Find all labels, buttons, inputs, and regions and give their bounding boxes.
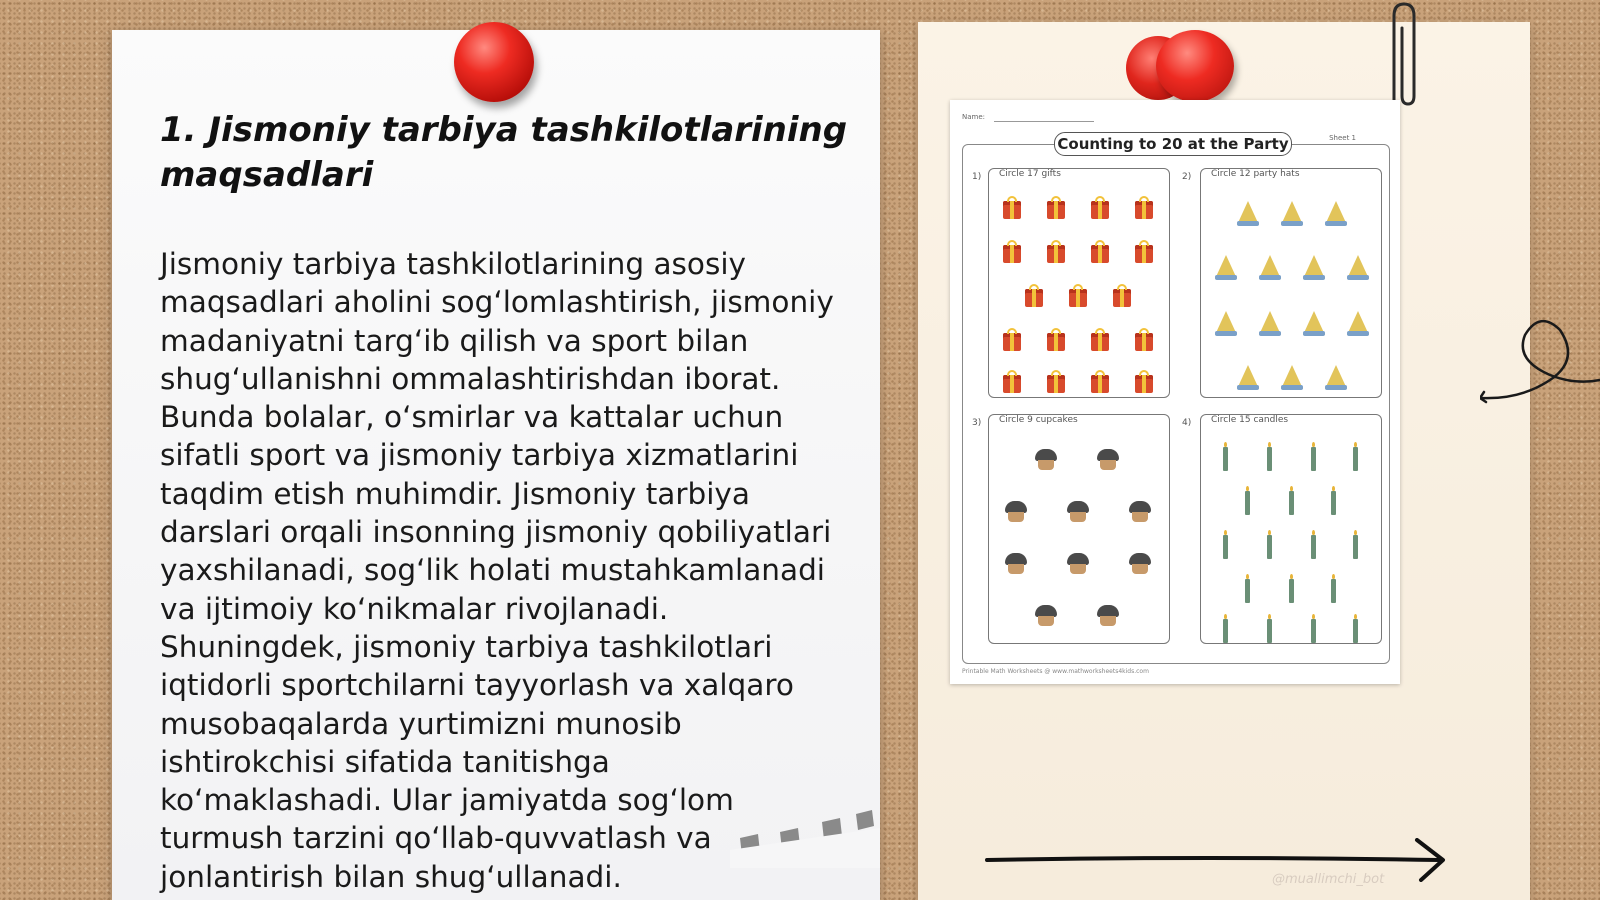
slide-title: 1. Jismoniy tarbiya tashkilotlarining maqsadlari	[160, 110, 848, 195]
party-hat-icon	[1281, 365, 1303, 389]
worksheet-footer: Printable Math Worksheets @ www.mathworksheets4kids.com	[962, 668, 1149, 675]
candle-icon	[1331, 579, 1336, 603]
cupcake-icon	[1067, 553, 1089, 575]
candle-icon	[1289, 491, 1294, 515]
gift-icon	[1069, 289, 1087, 307]
party-hat-icon	[1303, 255, 1325, 279]
section-box-gifts	[988, 168, 1170, 398]
section-number: 3)	[972, 418, 982, 428]
section-number: 2)	[1182, 172, 1192, 182]
slide-body-text: Jismoniy tarbiya tashkilotlarining asosiy maqsadlari aholini sog‘lomlashtirish, jismoniy madaniyatni targ‘ib qilish va sport bilan shug‘ullanishni ommalashtirishdan iborat. Bunda bolalar, o‘smirlar va kattalar uchun sifatli sport va jismoniy tarbiya xizmatlarini taqdim etish muhimdir. Jismoniy tarbiya darslari orqali insonning jismoniy qobiliyatlari yaxshilanadi, sog‘lik holati mustahkamlanadi va ijtimoiy ko‘nikmalar rivojlanadi. Shuningdek, jismoniy tarbiya tashkilotlari iqtidorli sportchilarni tayyorlash va xalqaro musobaqalarda yurtimizni munosib ishtirokchisi sifatida tanitishga ko‘maklashadi. Ular jamiyatda sog‘lom turmush tarzini qo‘llab-quvvatlash va jonlantirish bilan shug‘ullanadi.	[160, 247, 834, 894]
gift-icon	[1091, 245, 1109, 263]
gift-icon	[1003, 375, 1021, 393]
candle-icon	[1267, 535, 1272, 559]
candle-icon	[1267, 619, 1272, 643]
gift-icon	[1135, 333, 1153, 351]
gift-icon	[1003, 333, 1021, 351]
section-box-cupcakes	[988, 414, 1170, 644]
cupcake-icon	[1035, 449, 1057, 471]
section-label: Circle 15 candles	[1211, 415, 1289, 425]
candle-icon	[1223, 619, 1228, 643]
candle-icon	[1311, 535, 1316, 559]
cupcake-icon	[1097, 449, 1119, 471]
party-hat-icon	[1281, 201, 1303, 225]
counting-worksheet-image	[950, 100, 1400, 684]
candle-icon	[1289, 579, 1294, 603]
watermark-text: @muallimchi_bot	[1272, 872, 1385, 887]
gift-icon	[1091, 201, 1109, 219]
party-hat-icon	[1215, 255, 1237, 279]
gift-icon	[1135, 375, 1153, 393]
gift-icon	[1135, 245, 1153, 263]
gift-icon	[1091, 333, 1109, 351]
worksheet-name-label: Name:	[962, 113, 986, 121]
party-hat-icon	[1303, 311, 1325, 335]
gift-icon	[1047, 375, 1065, 393]
gift-icon	[1003, 201, 1021, 219]
worksheet-sheet-label: Sheet 1	[1329, 134, 1356, 142]
section-label: Circle 17 gifts	[999, 169, 1061, 179]
worksheet-title: Counting to 20 at the Party	[1054, 132, 1292, 156]
red-pushpin-icon	[1156, 30, 1234, 102]
gift-icon	[1113, 289, 1131, 307]
party-hat-icon	[1347, 311, 1369, 335]
loop-doodle-icon	[1480, 300, 1600, 410]
section-label: Circle 9 cupcakes	[999, 415, 1078, 425]
gift-icon	[1003, 245, 1021, 263]
cupcake-icon	[1067, 501, 1089, 523]
candle-icon	[1311, 619, 1316, 643]
gift-icon	[1135, 201, 1153, 219]
gift-icon	[1091, 375, 1109, 393]
candle-icon	[1353, 619, 1358, 643]
worksheet-name-line	[994, 121, 1094, 122]
gift-icon	[1047, 201, 1065, 219]
cupcake-icon	[1129, 501, 1151, 523]
party-hat-icon	[1325, 365, 1347, 389]
cupcake-icon	[1005, 501, 1027, 523]
party-hat-icon	[1237, 201, 1259, 225]
cupcake-icon	[1097, 605, 1119, 627]
cupcake-icon	[1035, 605, 1057, 627]
gift-icon	[1047, 333, 1065, 351]
candle-icon	[1245, 491, 1250, 515]
candle-icon	[1311, 447, 1316, 471]
candle-icon	[1267, 447, 1272, 471]
party-hat-icon	[1347, 255, 1369, 279]
gift-icon	[1025, 289, 1043, 307]
section-box-candles	[1200, 414, 1382, 644]
candle-icon	[1245, 579, 1250, 603]
red-pushpin-icon	[454, 22, 534, 102]
section-number: 1)	[972, 172, 982, 182]
candle-icon	[1223, 447, 1228, 471]
party-hat-icon	[1259, 311, 1281, 335]
section-label: Circle 12 party hats	[1211, 169, 1300, 179]
cupcake-icon	[1129, 553, 1151, 575]
candle-icon	[1353, 535, 1358, 559]
party-hat-icon	[1215, 311, 1237, 335]
section-number: 4)	[1182, 418, 1192, 428]
party-hat-icon	[1259, 255, 1281, 279]
candle-icon	[1223, 535, 1228, 559]
cupcake-icon	[1005, 553, 1027, 575]
gift-icon	[1047, 245, 1065, 263]
torn-paper-icon	[730, 808, 880, 868]
party-hat-icon	[1325, 201, 1347, 225]
section-box-hats	[1200, 168, 1382, 398]
candle-icon	[1331, 491, 1336, 515]
party-hat-icon	[1237, 365, 1259, 389]
candle-icon	[1353, 447, 1358, 471]
